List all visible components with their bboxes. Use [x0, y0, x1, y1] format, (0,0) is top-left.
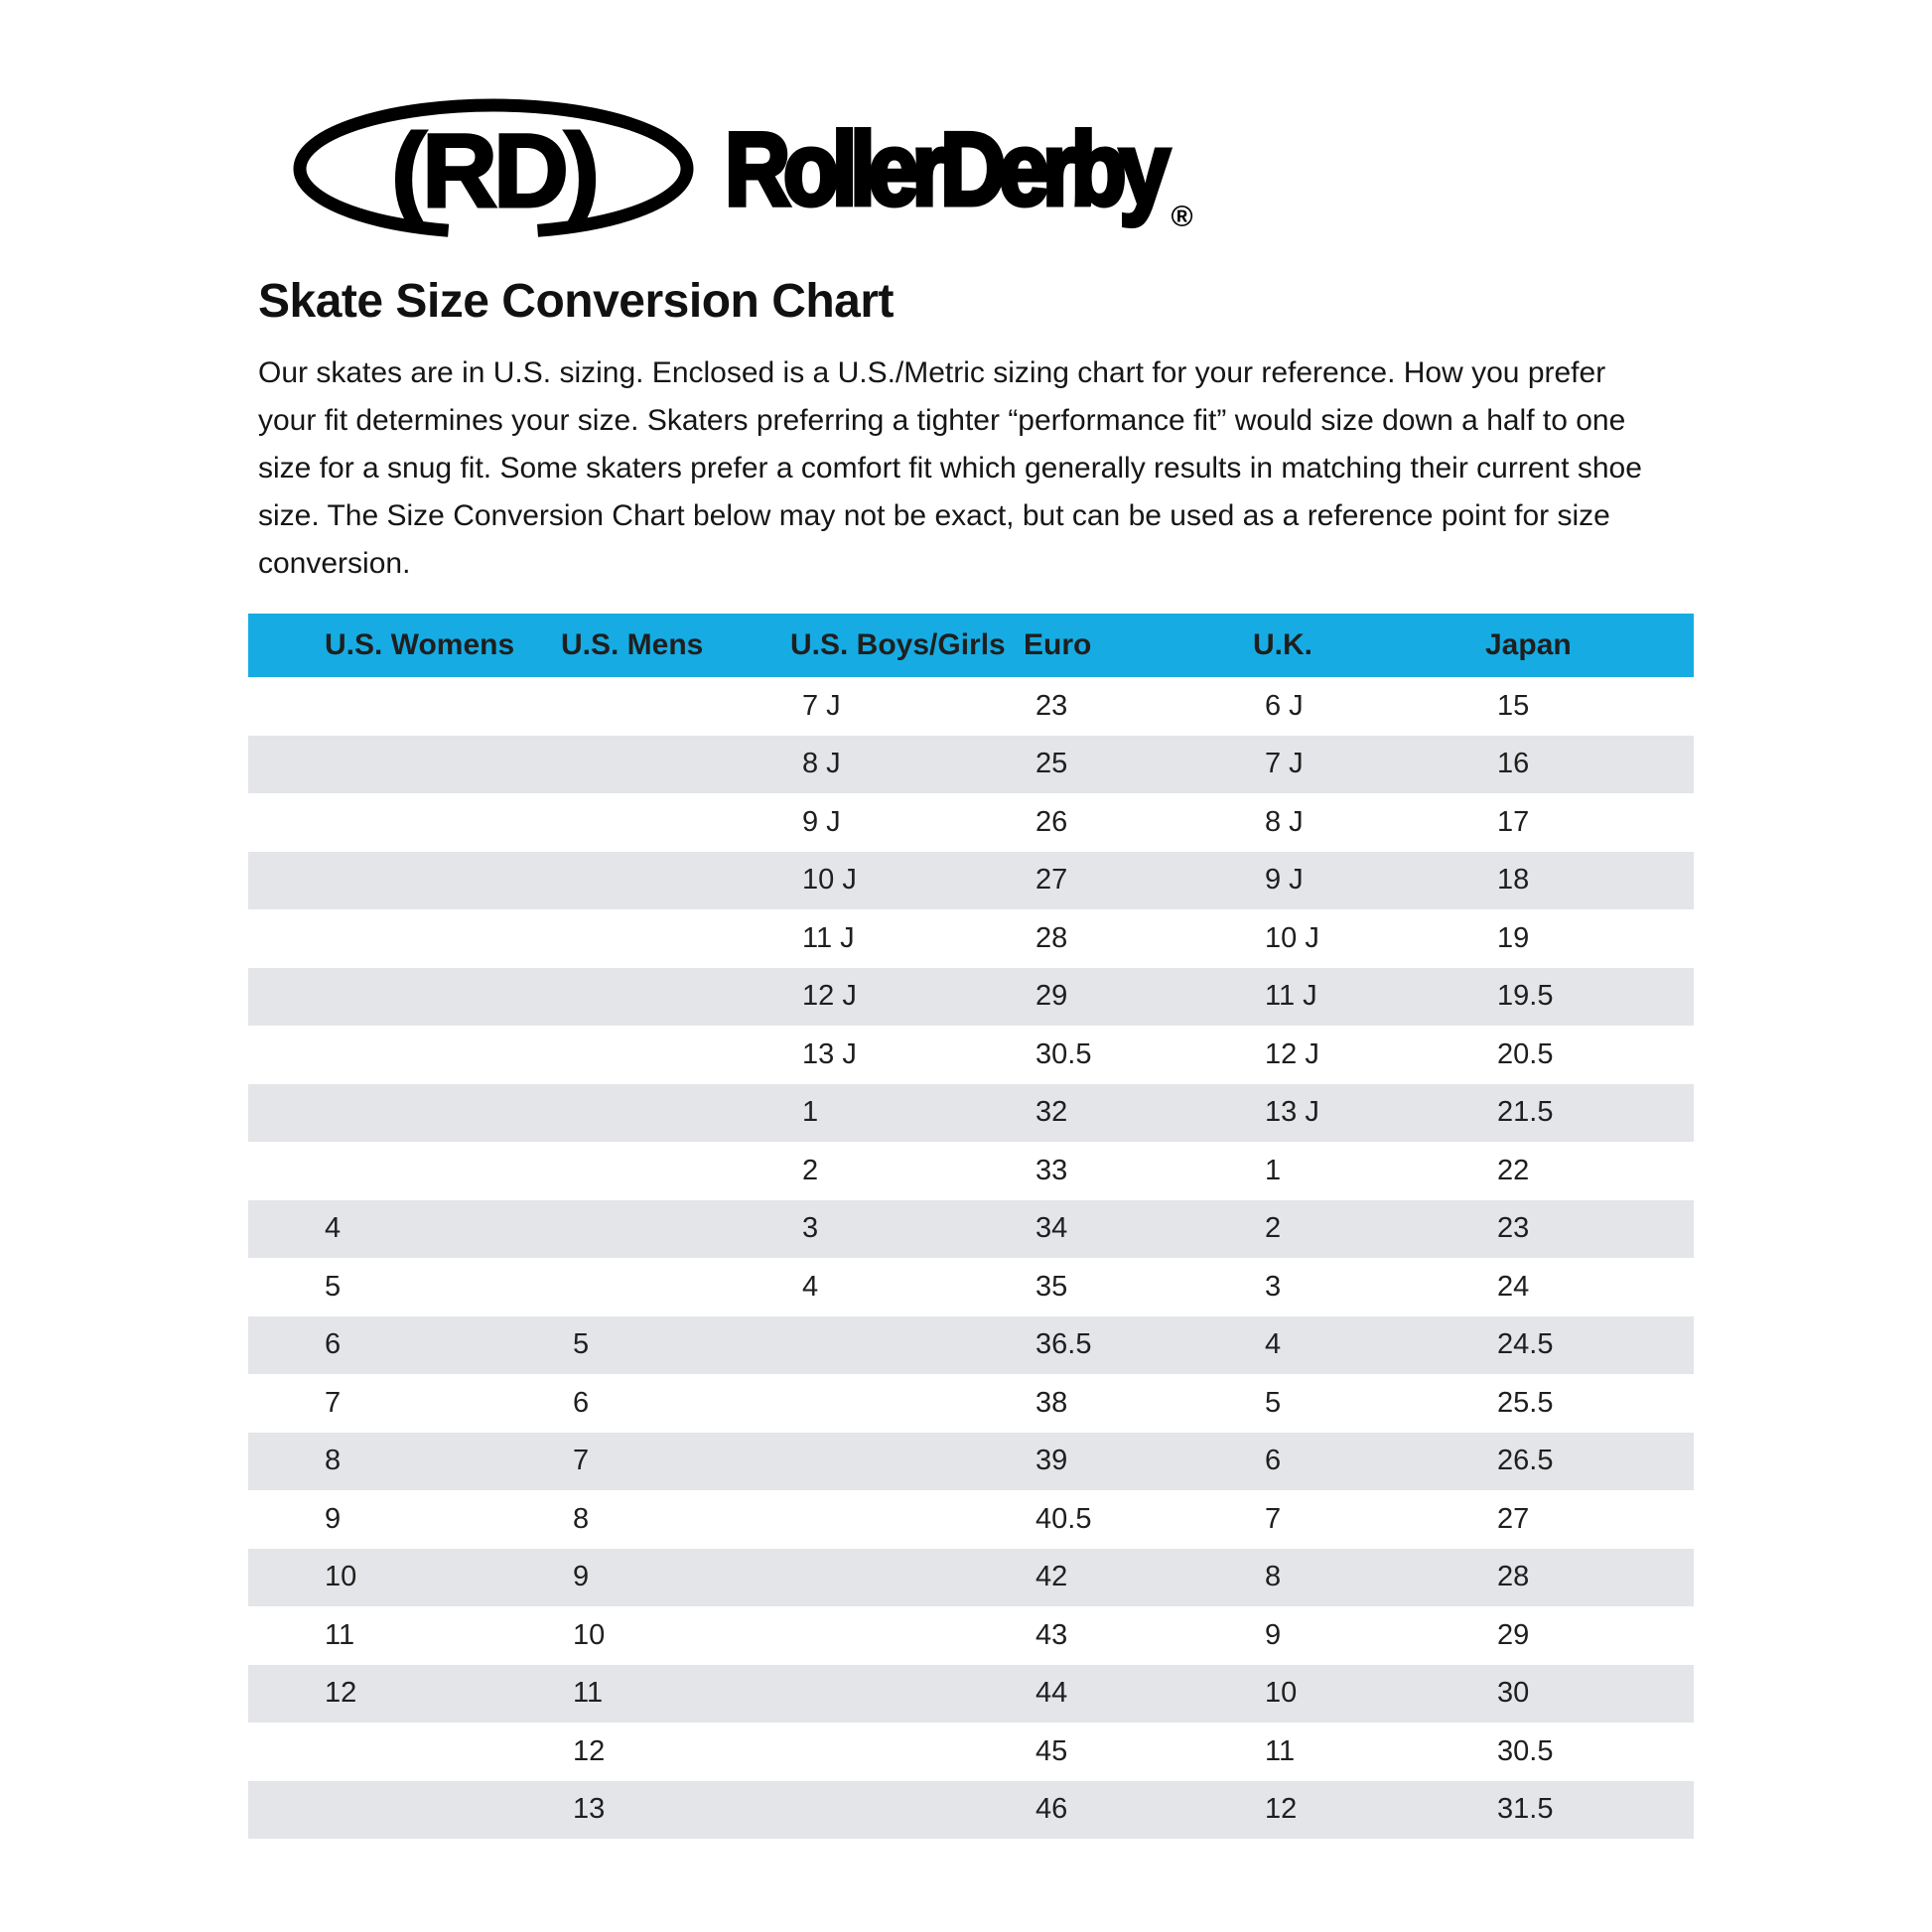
- table-cell: 7 J: [1265, 748, 1304, 780]
- column-header: Euro: [1024, 614, 1253, 677]
- table-cell: [790, 1549, 1024, 1607]
- table-cell: [248, 1723, 561, 1781]
- table-cell: 21.5: [1497, 1096, 1554, 1129]
- table-cell: [561, 793, 790, 852]
- table-cell: 42: [1035, 1561, 1068, 1593]
- rd-badge-icon: [290, 95, 707, 244]
- table-cell: [248, 1781, 561, 1840]
- table-cell: [561, 1200, 790, 1259]
- table-row: [248, 1200, 1694, 1259]
- table-cell: [248, 852, 561, 910]
- table-cell: 8: [325, 1445, 342, 1477]
- table-cell: 28: [1035, 921, 1068, 954]
- table-cell: [561, 677, 790, 736]
- table-cell: [790, 1606, 1024, 1665]
- table-cell: 11: [573, 1677, 604, 1710]
- table-cell: 30: [1497, 1677, 1530, 1710]
- table-cell: 12: [1265, 1793, 1298, 1826]
- table-cell: 1: [802, 1096, 819, 1129]
- table-cell: [248, 736, 561, 794]
- column-header: U.S. Womens: [248, 614, 561, 677]
- table-cell: 10: [1265, 1677, 1298, 1710]
- intro-paragraph: Our skates are in U.S. sizing. Enclosed is a U.S./Metric sizing chart for your reference. How you prefer your fit determines your size. Skaters preferring a tighter “performance fit” would size down a half to one size for a snug fit. Some skaters prefer a comfort fit which generally results in matching their current shoe size. The Size Conversion Chart below may not be exact, but can be used as a reference point for size conversion.: [258, 356, 1642, 580]
- table-cell: 31.5: [1497, 1793, 1554, 1826]
- table-cell: 11: [325, 1618, 355, 1651]
- table-cell: 29: [1035, 980, 1068, 1013]
- table-cell: 5: [573, 1328, 590, 1361]
- table-cell: 9 J: [1265, 864, 1304, 897]
- table-cell: 13 J: [1265, 1096, 1319, 1129]
- table-cell: 8: [573, 1502, 590, 1535]
- table-cell: 35: [1035, 1270, 1068, 1303]
- table-row: [248, 852, 1694, 910]
- table-cell: 40.5: [1035, 1502, 1092, 1535]
- table-cell: [561, 1142, 790, 1200]
- table-cell: 7 J: [802, 689, 841, 722]
- table-cell: 13: [573, 1793, 606, 1826]
- table-cell: [248, 1084, 561, 1143]
- table-cell: 23: [1035, 689, 1068, 722]
- table-cell: 6: [1265, 1445, 1282, 1477]
- table-cell: 11: [1265, 1734, 1296, 1767]
- table-cell: 4: [802, 1270, 819, 1303]
- table-cell: 9: [325, 1502, 342, 1535]
- table-cell: 13 J: [802, 1037, 857, 1070]
- table-row: [248, 1665, 1694, 1724]
- table-cell: 6 J: [1265, 689, 1304, 722]
- table-cell: 25: [1035, 748, 1068, 780]
- table-row: [248, 677, 1694, 736]
- table-cell: 24: [1497, 1270, 1530, 1303]
- table-cell: [561, 852, 790, 910]
- table-cell: 8 J: [1265, 805, 1304, 838]
- table-cell: [248, 1026, 561, 1084]
- table-cell: 10: [573, 1618, 606, 1651]
- table-cell: 20.5: [1497, 1037, 1554, 1070]
- table-row: [248, 736, 1694, 794]
- table-cell: 1: [1265, 1154, 1282, 1186]
- table-row: [248, 1026, 1694, 1084]
- table-cell: 12: [325, 1677, 357, 1710]
- table-cell: [561, 736, 790, 794]
- table-body: [248, 677, 1694, 1839]
- table-cell: [790, 1665, 1024, 1724]
- table-row: [248, 968, 1694, 1027]
- table-cell: 24.5: [1497, 1328, 1554, 1361]
- brand-wordmark: RollerDerby: [725, 112, 1164, 227]
- table-cell: 45: [1035, 1734, 1068, 1767]
- table-cell: [790, 1374, 1024, 1433]
- table-cell: 18: [1497, 864, 1530, 897]
- table-cell: 3: [802, 1212, 819, 1245]
- table-cell: 11 J: [1265, 980, 1317, 1013]
- table-cell: 29: [1497, 1618, 1530, 1651]
- table-cell: 6: [325, 1328, 342, 1361]
- table-header-row: [248, 614, 1694, 677]
- table-cell: 5: [1265, 1386, 1282, 1419]
- table-cell: 8 J: [802, 748, 841, 780]
- table-cell: [248, 1142, 561, 1200]
- table-cell: 2: [802, 1154, 819, 1186]
- table-cell: 12 J: [802, 980, 857, 1013]
- table-cell: 27: [1497, 1502, 1530, 1535]
- table-cell: 26: [1035, 805, 1068, 838]
- table-cell: 23: [1497, 1212, 1530, 1245]
- table-cell: 17: [1497, 805, 1530, 838]
- table-cell: 30.5: [1497, 1734, 1554, 1767]
- table-row: [248, 1723, 1694, 1781]
- roller-derby-logo: [290, 95, 1193, 244]
- table-cell: [248, 677, 561, 736]
- table-cell: 38: [1035, 1386, 1068, 1419]
- table-cell: 7: [1265, 1502, 1282, 1535]
- table-cell: [790, 1316, 1024, 1375]
- table-cell: 15: [1497, 689, 1530, 722]
- table-cell: 9: [573, 1561, 590, 1593]
- table-cell: 10: [325, 1561, 357, 1593]
- table-cell: 46: [1035, 1793, 1068, 1826]
- table-cell: 27: [1035, 864, 1068, 897]
- table-cell: [561, 1026, 790, 1084]
- table-cell: 5: [325, 1270, 342, 1303]
- column-header: Japan: [1485, 614, 1694, 677]
- table-cell: 2: [1265, 1212, 1282, 1245]
- table-row: [248, 1084, 1694, 1143]
- registered-trademark-symbol: ®: [1171, 201, 1193, 233]
- table-cell: 7: [325, 1386, 342, 1419]
- rd-badge-text: (RD): [391, 113, 596, 229]
- table-cell: 6: [573, 1386, 590, 1419]
- table-cell: 43: [1035, 1618, 1068, 1651]
- table-cell: 4: [1265, 1328, 1282, 1361]
- table-cell: 28: [1497, 1561, 1530, 1593]
- table-cell: 44: [1035, 1677, 1068, 1710]
- table-row: [248, 1781, 1694, 1840]
- table-row: [248, 1142, 1694, 1200]
- table-row: [248, 909, 1694, 968]
- column-header: U.K.: [1253, 614, 1485, 677]
- table-cell: 9: [1265, 1618, 1282, 1651]
- table-cell: 39: [1035, 1445, 1068, 1477]
- table-cell: 12 J: [1265, 1037, 1319, 1070]
- table-cell: 34: [1035, 1212, 1068, 1245]
- table-cell: 33: [1035, 1154, 1068, 1186]
- table-cell: 9 J: [802, 805, 841, 838]
- table-cell: [248, 909, 561, 968]
- table-cell: [561, 968, 790, 1027]
- table-row: [248, 1549, 1694, 1607]
- column-header: U.S. Boys/Girls: [790, 614, 1024, 677]
- table-row: [248, 1316, 1694, 1375]
- table-cell: [248, 793, 561, 852]
- table-cell: [790, 1433, 1024, 1491]
- table-cell: 19.5: [1497, 980, 1554, 1013]
- table-cell: 25.5: [1497, 1386, 1554, 1419]
- page-title: Skate Size Conversion Chart: [258, 275, 895, 328]
- table-cell: 11 J: [802, 921, 855, 954]
- table-cell: 32: [1035, 1096, 1068, 1129]
- table-cell: 19: [1497, 921, 1530, 954]
- table-cell: 16: [1497, 748, 1530, 780]
- table-cell: [790, 1723, 1024, 1781]
- table-cell: [790, 1781, 1024, 1840]
- table-cell: [790, 1490, 1024, 1549]
- table-cell: 3: [1265, 1270, 1282, 1303]
- table-cell: 30.5: [1035, 1037, 1092, 1070]
- table-cell: [561, 909, 790, 968]
- table-cell: 22: [1497, 1154, 1530, 1186]
- table-row: [248, 1258, 1694, 1316]
- table-row: [248, 1374, 1694, 1433]
- table-cell: [248, 968, 561, 1027]
- column-header: U.S. Mens: [561, 614, 790, 677]
- table-cell: [561, 1258, 790, 1316]
- table-cell: 26.5: [1497, 1445, 1554, 1477]
- table-cell: 7: [573, 1445, 590, 1477]
- table-cell: 4: [325, 1212, 342, 1245]
- table-cell: 8: [1265, 1561, 1282, 1593]
- table-cell: 10 J: [1265, 921, 1319, 954]
- table-row: [248, 793, 1694, 852]
- table-cell: 36.5: [1035, 1328, 1092, 1361]
- table-cell: 10 J: [802, 864, 857, 897]
- table-cell: [561, 1084, 790, 1143]
- table-cell: 12: [573, 1734, 606, 1767]
- table-row: [248, 1433, 1694, 1491]
- size-conversion-table: [248, 614, 1694, 1839]
- table-row: [248, 1606, 1694, 1665]
- table-row: [248, 1490, 1694, 1549]
